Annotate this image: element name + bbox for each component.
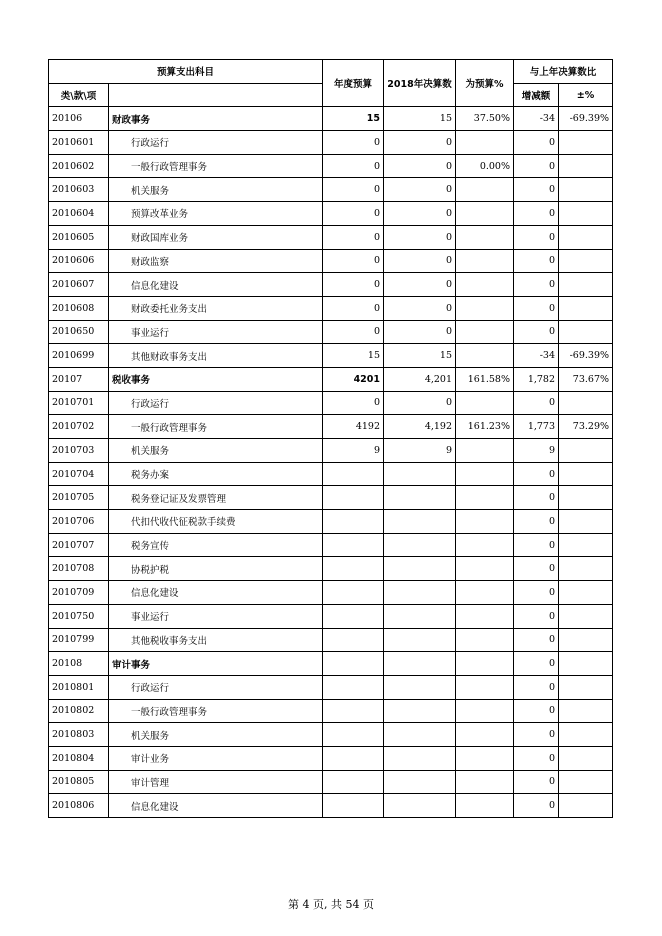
final-cell: 4,201 bbox=[384, 367, 456, 391]
table-row bbox=[49, 746, 613, 770]
change-pct-cell bbox=[559, 178, 613, 202]
change-cell: 0 bbox=[514, 581, 559, 605]
table-row bbox=[49, 344, 613, 368]
budget-cell bbox=[323, 510, 384, 534]
name-cell: 机关服务 bbox=[109, 723, 323, 747]
change-pct-cell bbox=[559, 770, 613, 794]
budget-cell bbox=[323, 581, 384, 605]
change-pct-cell bbox=[559, 652, 613, 676]
final-cell bbox=[384, 723, 456, 747]
pct-cell bbox=[456, 439, 514, 463]
budget-cell bbox=[323, 604, 384, 628]
name-cell: 事业运行 bbox=[109, 320, 323, 344]
budget-cell bbox=[323, 794, 384, 818]
name-cell: 机关服务 bbox=[109, 439, 323, 463]
pct-cell bbox=[456, 628, 514, 652]
pct-cell bbox=[456, 557, 514, 581]
pct-cell bbox=[456, 746, 514, 770]
budget-cell bbox=[323, 652, 384, 676]
budget-table bbox=[48, 59, 613, 818]
change-cell: 0 bbox=[514, 557, 559, 581]
name-cell: 审计管理 bbox=[109, 770, 323, 794]
change-amount-header: 增减额 bbox=[514, 83, 559, 107]
pct-cell: 37.50% bbox=[456, 107, 514, 131]
name-cell: 事业运行 bbox=[109, 604, 323, 628]
pct-cell bbox=[456, 604, 514, 628]
pct-cell bbox=[456, 675, 514, 699]
change-pct-cell bbox=[559, 628, 613, 652]
code-cell: 20108 bbox=[49, 652, 109, 676]
pct-cell bbox=[456, 770, 514, 794]
change-pct-cell bbox=[559, 581, 613, 605]
pct-cell bbox=[456, 225, 514, 249]
change-cell: 0 bbox=[514, 723, 559, 747]
name-cell: 审计事务 bbox=[109, 652, 323, 676]
pct-cell bbox=[456, 273, 514, 297]
pct-cell bbox=[456, 344, 514, 368]
name-cell: 一般行政管理事务 bbox=[109, 699, 323, 723]
final-cell: 0 bbox=[384, 249, 456, 273]
code-cell: 2010803 bbox=[49, 723, 109, 747]
change-cell: 0 bbox=[514, 391, 559, 415]
pct-cell bbox=[456, 296, 514, 320]
change-cell: 0 bbox=[514, 794, 559, 818]
change-pct-cell bbox=[559, 604, 613, 628]
budget-cell: 4192 bbox=[323, 415, 384, 439]
budget-cell: 0 bbox=[323, 225, 384, 249]
code-cell: 2010702 bbox=[49, 415, 109, 439]
change-pct-cell: -69.39% bbox=[559, 107, 613, 131]
pct-cell bbox=[456, 391, 514, 415]
code-cell: 2010603 bbox=[49, 178, 109, 202]
budget-cell bbox=[323, 628, 384, 652]
code-cell: 2010802 bbox=[49, 699, 109, 723]
name-cell: 审计业务 bbox=[109, 746, 323, 770]
change-pct-cell bbox=[559, 675, 613, 699]
code-cell: 2010701 bbox=[49, 391, 109, 415]
table-row bbox=[49, 462, 613, 486]
final-cell bbox=[384, 652, 456, 676]
pct-cell bbox=[456, 462, 514, 486]
code-cell: 2010704 bbox=[49, 462, 109, 486]
change-pct-cell bbox=[559, 557, 613, 581]
name-cell: 信息化建设 bbox=[109, 273, 323, 297]
subject-title-header: 预算支出科目 bbox=[49, 60, 323, 84]
budget-cell: 0 bbox=[323, 296, 384, 320]
name-blank-header bbox=[109, 83, 323, 107]
final-cell: 0 bbox=[384, 202, 456, 226]
change-cell: 0 bbox=[514, 225, 559, 249]
final-cell: 15 bbox=[384, 344, 456, 368]
pct-cell bbox=[456, 486, 514, 510]
budget-cell bbox=[323, 675, 384, 699]
pct-cell bbox=[456, 652, 514, 676]
change-cell: 0 bbox=[514, 699, 559, 723]
change-cell: 0 bbox=[514, 273, 559, 297]
table-row bbox=[49, 604, 613, 628]
table-row bbox=[49, 723, 613, 747]
budget-cell bbox=[323, 723, 384, 747]
pct-cell bbox=[456, 178, 514, 202]
final-cell bbox=[384, 557, 456, 581]
name-cell: 财政委托业务支出 bbox=[109, 296, 323, 320]
name-cell: 其他财政事务支出 bbox=[109, 344, 323, 368]
final-cell: 0 bbox=[384, 131, 456, 155]
name-cell: 一般行政管理事务 bbox=[109, 154, 323, 178]
change-cell: -34 bbox=[514, 107, 559, 131]
compare-prev-header: 与上年决算数比 bbox=[514, 60, 613, 84]
table-row bbox=[49, 794, 613, 818]
final-2018-header: 2018年决算数 bbox=[384, 60, 456, 107]
change-cell: 0 bbox=[514, 320, 559, 344]
change-pct-cell bbox=[559, 320, 613, 344]
final-cell: 0 bbox=[384, 154, 456, 178]
pct-cell: 0.00% bbox=[456, 154, 514, 178]
name-cell: 机关服务 bbox=[109, 178, 323, 202]
budget-cell: 0 bbox=[323, 391, 384, 415]
code-label-header: 类\款\项 bbox=[49, 83, 109, 107]
change-pct-cell bbox=[559, 699, 613, 723]
budget-cell: 0 bbox=[323, 249, 384, 273]
change-cell: 0 bbox=[514, 131, 559, 155]
final-cell: 0 bbox=[384, 178, 456, 202]
table-row bbox=[49, 249, 613, 273]
change-cell: 0 bbox=[514, 486, 559, 510]
final-cell: 0 bbox=[384, 391, 456, 415]
page-footer: 第 4 页, 共 54 页 bbox=[288, 898, 374, 911]
budget-cell: 0 bbox=[323, 202, 384, 226]
code-cell: 2010705 bbox=[49, 486, 109, 510]
change-pct-cell bbox=[559, 202, 613, 226]
budget-cell: 0 bbox=[323, 178, 384, 202]
code-cell: 20107 bbox=[49, 367, 109, 391]
budget-cell: 15 bbox=[323, 107, 384, 131]
header-row-1 bbox=[49, 60, 613, 84]
name-cell: 税务宣传 bbox=[109, 533, 323, 557]
pct-cell: 161.23% bbox=[456, 415, 514, 439]
final-cell bbox=[384, 628, 456, 652]
pct-cell: 161.58% bbox=[456, 367, 514, 391]
change-cell: 0 bbox=[514, 770, 559, 794]
name-cell: 财政事务 bbox=[109, 107, 323, 131]
name-cell: 行政运行 bbox=[109, 131, 323, 155]
table-row bbox=[49, 439, 613, 463]
code-cell: 2010602 bbox=[49, 154, 109, 178]
final-cell: 4,192 bbox=[384, 415, 456, 439]
name-cell: 行政运行 bbox=[109, 675, 323, 699]
budget-cell: 0 bbox=[323, 320, 384, 344]
pct-cell bbox=[456, 533, 514, 557]
name-cell: 信息化建设 bbox=[109, 794, 323, 818]
change-pct-cell bbox=[559, 794, 613, 818]
budget-cell: 0 bbox=[323, 154, 384, 178]
table-row bbox=[49, 154, 613, 178]
change-pct-cell bbox=[559, 131, 613, 155]
final-cell bbox=[384, 794, 456, 818]
annual-budget-header: 年度预算 bbox=[323, 60, 384, 107]
pct-cell bbox=[456, 249, 514, 273]
table-row bbox=[49, 415, 613, 439]
pct-cell bbox=[456, 320, 514, 344]
code-cell: 2010709 bbox=[49, 581, 109, 605]
final-cell: 0 bbox=[384, 225, 456, 249]
change-pct-cell: 73.67% bbox=[559, 367, 613, 391]
code-cell: 2010801 bbox=[49, 675, 109, 699]
pct-cell bbox=[456, 510, 514, 534]
code-cell: 2010604 bbox=[49, 202, 109, 226]
code-cell: 2010799 bbox=[49, 628, 109, 652]
change-pct-cell bbox=[559, 273, 613, 297]
change-pct-cell bbox=[559, 462, 613, 486]
final-cell bbox=[384, 486, 456, 510]
table-row bbox=[49, 581, 613, 605]
change-pct-cell bbox=[559, 510, 613, 534]
change-cell: 0 bbox=[514, 462, 559, 486]
name-cell: 行政运行 bbox=[109, 391, 323, 415]
change-cell: 0 bbox=[514, 178, 559, 202]
change-cell: 0 bbox=[514, 154, 559, 178]
table-row bbox=[49, 178, 613, 202]
code-cell: 2010601 bbox=[49, 131, 109, 155]
table-row bbox=[49, 557, 613, 581]
name-cell: 信息化建设 bbox=[109, 581, 323, 605]
table-row bbox=[49, 675, 613, 699]
pct-cell bbox=[456, 202, 514, 226]
change-pct-cell bbox=[559, 723, 613, 747]
change-pct-cell bbox=[559, 296, 613, 320]
change-pct-cell bbox=[559, 746, 613, 770]
code-cell: 2010607 bbox=[49, 273, 109, 297]
change-cell: 0 bbox=[514, 675, 559, 699]
name-cell: 税收事务 bbox=[109, 367, 323, 391]
final-cell bbox=[384, 770, 456, 794]
table-row bbox=[49, 628, 613, 652]
name-cell: 代扣代收代征税款手续费 bbox=[109, 510, 323, 534]
pct-cell bbox=[456, 699, 514, 723]
table-row bbox=[49, 320, 613, 344]
table-row bbox=[49, 699, 613, 723]
budget-cell bbox=[323, 533, 384, 557]
final-cell: 15 bbox=[384, 107, 456, 131]
change-pct-header: ±% bbox=[559, 83, 613, 107]
budget-cell bbox=[323, 462, 384, 486]
code-cell: 2010650 bbox=[49, 320, 109, 344]
code-cell: 2010805 bbox=[49, 770, 109, 794]
change-cell: -34 bbox=[514, 344, 559, 368]
final-cell: 0 bbox=[384, 296, 456, 320]
change-pct-cell: -69.39% bbox=[559, 344, 613, 368]
change-cell: 1,782 bbox=[514, 367, 559, 391]
code-cell: 2010706 bbox=[49, 510, 109, 534]
name-cell: 协税护税 bbox=[109, 557, 323, 581]
table-row bbox=[49, 533, 613, 557]
change-cell: 0 bbox=[514, 604, 559, 628]
final-cell bbox=[384, 533, 456, 557]
change-pct-cell bbox=[559, 225, 613, 249]
name-cell: 一般行政管理事务 bbox=[109, 415, 323, 439]
final-cell bbox=[384, 462, 456, 486]
code-cell: 2010605 bbox=[49, 225, 109, 249]
code-cell: 2010708 bbox=[49, 557, 109, 581]
change-cell: 0 bbox=[514, 746, 559, 770]
table-row bbox=[49, 652, 613, 676]
budget-cell bbox=[323, 746, 384, 770]
change-cell: 0 bbox=[514, 628, 559, 652]
final-cell bbox=[384, 510, 456, 534]
table-row bbox=[49, 225, 613, 249]
code-cell: 2010707 bbox=[49, 533, 109, 557]
change-cell: 0 bbox=[514, 533, 559, 557]
change-cell: 0 bbox=[514, 510, 559, 534]
pct-cell bbox=[456, 131, 514, 155]
change-pct-cell: 73.29% bbox=[559, 415, 613, 439]
name-cell: 财政监察 bbox=[109, 249, 323, 273]
final-cell bbox=[384, 581, 456, 605]
budget-cell bbox=[323, 770, 384, 794]
change-pct-cell bbox=[559, 154, 613, 178]
table-row bbox=[49, 367, 613, 391]
table-row bbox=[49, 391, 613, 415]
budget-cell bbox=[323, 557, 384, 581]
pct-cell bbox=[456, 723, 514, 747]
table-row bbox=[49, 296, 613, 320]
final-cell: 0 bbox=[384, 320, 456, 344]
code-cell: 2010806 bbox=[49, 794, 109, 818]
table-row bbox=[49, 202, 613, 226]
pct-of-budget-header: 为预算% bbox=[456, 60, 514, 107]
final-cell: 9 bbox=[384, 439, 456, 463]
change-cell: 0 bbox=[514, 249, 559, 273]
budget-cell: 15 bbox=[323, 344, 384, 368]
name-cell: 预算改革业务 bbox=[109, 202, 323, 226]
pct-cell bbox=[456, 794, 514, 818]
pct-cell bbox=[456, 581, 514, 605]
final-cell bbox=[384, 604, 456, 628]
table-row bbox=[49, 131, 613, 155]
table-row bbox=[49, 770, 613, 794]
code-cell: 2010750 bbox=[49, 604, 109, 628]
final-cell bbox=[384, 699, 456, 723]
table-row bbox=[49, 510, 613, 534]
name-cell: 税务办案 bbox=[109, 462, 323, 486]
code-cell: 2010606 bbox=[49, 249, 109, 273]
code-cell: 2010804 bbox=[49, 746, 109, 770]
table-row bbox=[49, 107, 613, 131]
final-cell bbox=[384, 746, 456, 770]
budget-cell bbox=[323, 699, 384, 723]
code-cell: 2010703 bbox=[49, 439, 109, 463]
table-row bbox=[49, 273, 613, 297]
name-cell: 其他税收事务支出 bbox=[109, 628, 323, 652]
budget-cell: 4201 bbox=[323, 367, 384, 391]
change-pct-cell bbox=[559, 533, 613, 557]
budget-cell: 9 bbox=[323, 439, 384, 463]
code-cell: 2010699 bbox=[49, 344, 109, 368]
change-cell: 0 bbox=[514, 652, 559, 676]
change-cell: 9 bbox=[514, 439, 559, 463]
code-cell: 20106 bbox=[49, 107, 109, 131]
change-pct-cell bbox=[559, 391, 613, 415]
change-pct-cell bbox=[559, 439, 613, 463]
change-cell: 0 bbox=[514, 296, 559, 320]
code-cell: 2010608 bbox=[49, 296, 109, 320]
final-cell: 0 bbox=[384, 273, 456, 297]
final-cell bbox=[384, 675, 456, 699]
change-cell: 0 bbox=[514, 202, 559, 226]
name-cell: 税务登记证及发票管理 bbox=[109, 486, 323, 510]
change-pct-cell bbox=[559, 486, 613, 510]
budget-cell: 0 bbox=[323, 131, 384, 155]
change-cell: 1,773 bbox=[514, 415, 559, 439]
budget-cell: 0 bbox=[323, 273, 384, 297]
budget-cell bbox=[323, 486, 384, 510]
name-cell: 财政国库业务 bbox=[109, 225, 323, 249]
change-pct-cell bbox=[559, 249, 613, 273]
table-row bbox=[49, 486, 613, 510]
